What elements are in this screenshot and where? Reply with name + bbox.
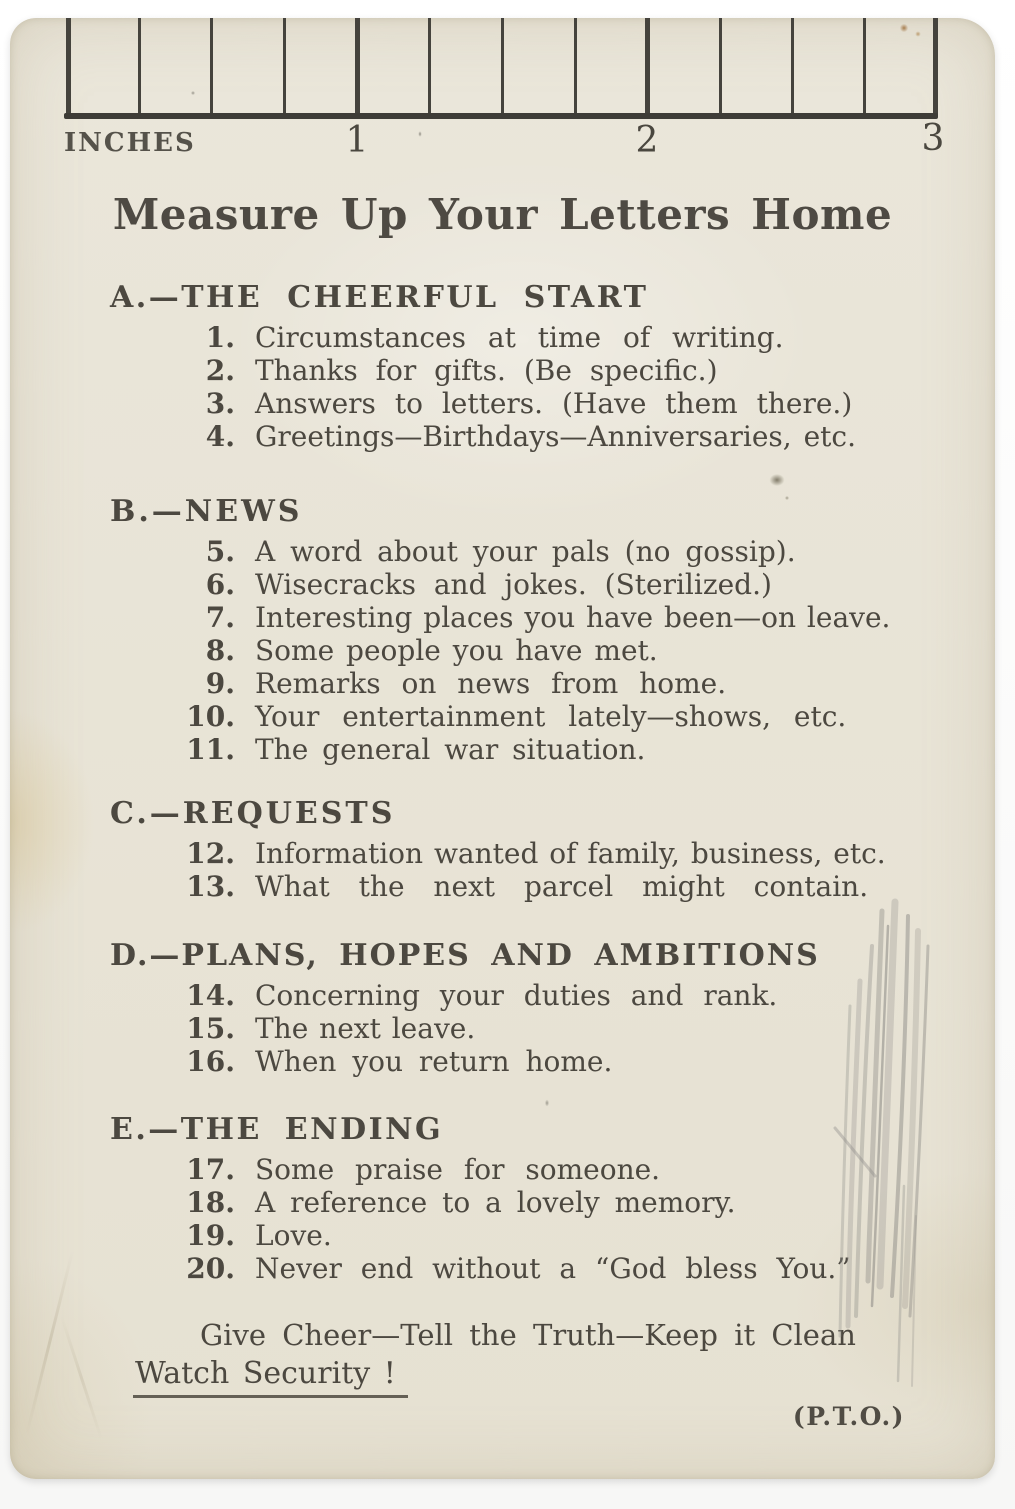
- item-text: Circumstances at time of writing.: [255, 321, 784, 354]
- item-text: Interesting places you have been—on leave.: [255, 601, 891, 634]
- item-number: 1.: [205, 321, 235, 354]
- item-text: A word about your pals (no gossip).: [255, 535, 796, 568]
- list-item: [10, 354, 995, 387]
- item-text: Never end without a “God bless You.”: [255, 1252, 851, 1285]
- stain-small-dot: [188, 88, 198, 98]
- item-text: Some praise for someone.: [255, 1153, 661, 1186]
- item-text: Greetings—Birthdays—Anniversaries, etc.: [255, 420, 856, 453]
- item-number: 6.: [205, 568, 235, 601]
- item-text: A reference to a lovely memory.: [255, 1186, 736, 1219]
- section-a: [10, 281, 995, 453]
- ruler-mark-3: 3: [921, 118, 945, 159]
- ruler-tick: [791, 18, 794, 114]
- list-item: [10, 420, 995, 453]
- list-item: [10, 601, 995, 634]
- item-text: Remarks on news from home.: [255, 667, 727, 700]
- ruler-mark-2: 2: [635, 120, 659, 161]
- letter-guide-card: [10, 18, 995, 1479]
- item-text: Answers to letters. (Have them there.): [255, 387, 853, 420]
- list-item: [10, 568, 995, 601]
- pto-label: (P.T.O.): [792, 1402, 905, 1431]
- ruler-unit-label: INCHES: [64, 128, 196, 158]
- ruler-baseline: [64, 113, 938, 119]
- item-number: 11.: [186, 733, 235, 766]
- ruler-tick: [283, 18, 286, 114]
- list-item: [10, 634, 995, 667]
- ruler-tick: [719, 18, 722, 114]
- item-number: 18.: [186, 1186, 235, 1219]
- item-number: 19.: [186, 1219, 235, 1252]
- section-a-heading: A.—THE CHEERFUL START: [110, 280, 649, 315]
- ruler-tick: [501, 18, 504, 114]
- item-number: 8.: [205, 634, 235, 667]
- list-item: [10, 733, 995, 766]
- section-e-items: [10, 1153, 995, 1285]
- section-b-items: [10, 535, 995, 766]
- item-number: 7.: [205, 601, 235, 634]
- section-b: [10, 495, 995, 766]
- item-text: What the next parcel might contain.: [255, 870, 869, 903]
- item-number: 12.: [186, 837, 235, 870]
- section-e: [10, 1113, 995, 1285]
- item-text: Love.: [255, 1219, 332, 1252]
- item-number: 3.: [205, 387, 235, 420]
- section-c-items: [10, 837, 995, 903]
- item-text: Wisecracks and jokes. (Sterilized.): [255, 568, 772, 601]
- ruler-tick: [574, 18, 577, 114]
- list-item: [10, 837, 995, 870]
- list-item: [10, 1219, 995, 1252]
- item-number: 5.: [205, 535, 235, 568]
- item-number: 17.: [186, 1153, 235, 1186]
- ruler-tick: [210, 18, 213, 114]
- ruler-tick: [645, 18, 650, 116]
- footer-security-warning: Watch Security !: [133, 1356, 408, 1398]
- item-number: 10.: [186, 700, 235, 733]
- section-b-heading: B.—NEWS: [110, 494, 303, 529]
- stain-small-mark: [541, 1096, 553, 1110]
- item-number: 2.: [205, 354, 235, 387]
- item-text: Information wanted of family, business, etc.: [255, 837, 886, 870]
- ruler-tick: [933, 18, 938, 116]
- item-number: 15.: [186, 1012, 235, 1045]
- ruler-tick: [863, 18, 866, 114]
- ruler-tick: [428, 18, 431, 114]
- item-text: Some people you have met.: [255, 634, 658, 667]
- list-item: [10, 1153, 995, 1186]
- item-number: 4.: [205, 420, 235, 453]
- section-d-items: [10, 979, 995, 1078]
- ruler-tick: [138, 18, 141, 114]
- ruler-tick: [66, 18, 71, 116]
- section-a-items: [10, 321, 995, 453]
- item-number: 13.: [186, 870, 235, 903]
- section-c-heading: C.—REQUESTS: [110, 796, 396, 831]
- crease-line: [60, 1316, 103, 1441]
- item-number: 20.: [186, 1252, 235, 1285]
- section-d: [10, 939, 995, 1078]
- ruler-tick: [355, 18, 360, 116]
- item-text: Concerning your duties and rank.: [255, 979, 778, 1012]
- item-text: Your entertainment lately—shows, etc.: [255, 700, 847, 733]
- list-item: [10, 979, 995, 1012]
- list-item: [10, 870, 995, 903]
- item-text: The general war situation.: [255, 733, 646, 766]
- footer-motto: Give Cheer—Tell the Truth—Keep it Clean: [200, 1318, 856, 1352]
- item-number: 14.: [186, 979, 235, 1012]
- item-number: 9.: [205, 667, 235, 700]
- item-number: 16.: [186, 1045, 235, 1078]
- section-e-heading: E.—THE ENDING: [110, 1112, 444, 1147]
- ruler-mark-1: 1: [345, 120, 369, 161]
- list-item: [10, 535, 995, 568]
- section-c: [10, 797, 995, 903]
- list-item: [10, 1012, 995, 1045]
- list-item: [10, 700, 995, 733]
- stain-small-mark: [415, 128, 425, 140]
- list-item: [10, 1252, 995, 1285]
- list-item: [10, 1186, 995, 1219]
- list-item: [10, 1045, 995, 1078]
- page-title: Measure Up Your Letters Home: [112, 190, 893, 239]
- item-text: When you return home.: [255, 1045, 613, 1078]
- stain-brown-speck: [890, 18, 930, 54]
- section-d-heading: D.—PLANS, HOPES AND AMBITIONS: [110, 938, 820, 973]
- list-item: [10, 387, 995, 420]
- list-item: [10, 667, 995, 700]
- item-text: Thanks for gifts. (Be specific.): [255, 354, 718, 387]
- item-text: The next leave.: [255, 1012, 476, 1045]
- list-item: [10, 321, 995, 354]
